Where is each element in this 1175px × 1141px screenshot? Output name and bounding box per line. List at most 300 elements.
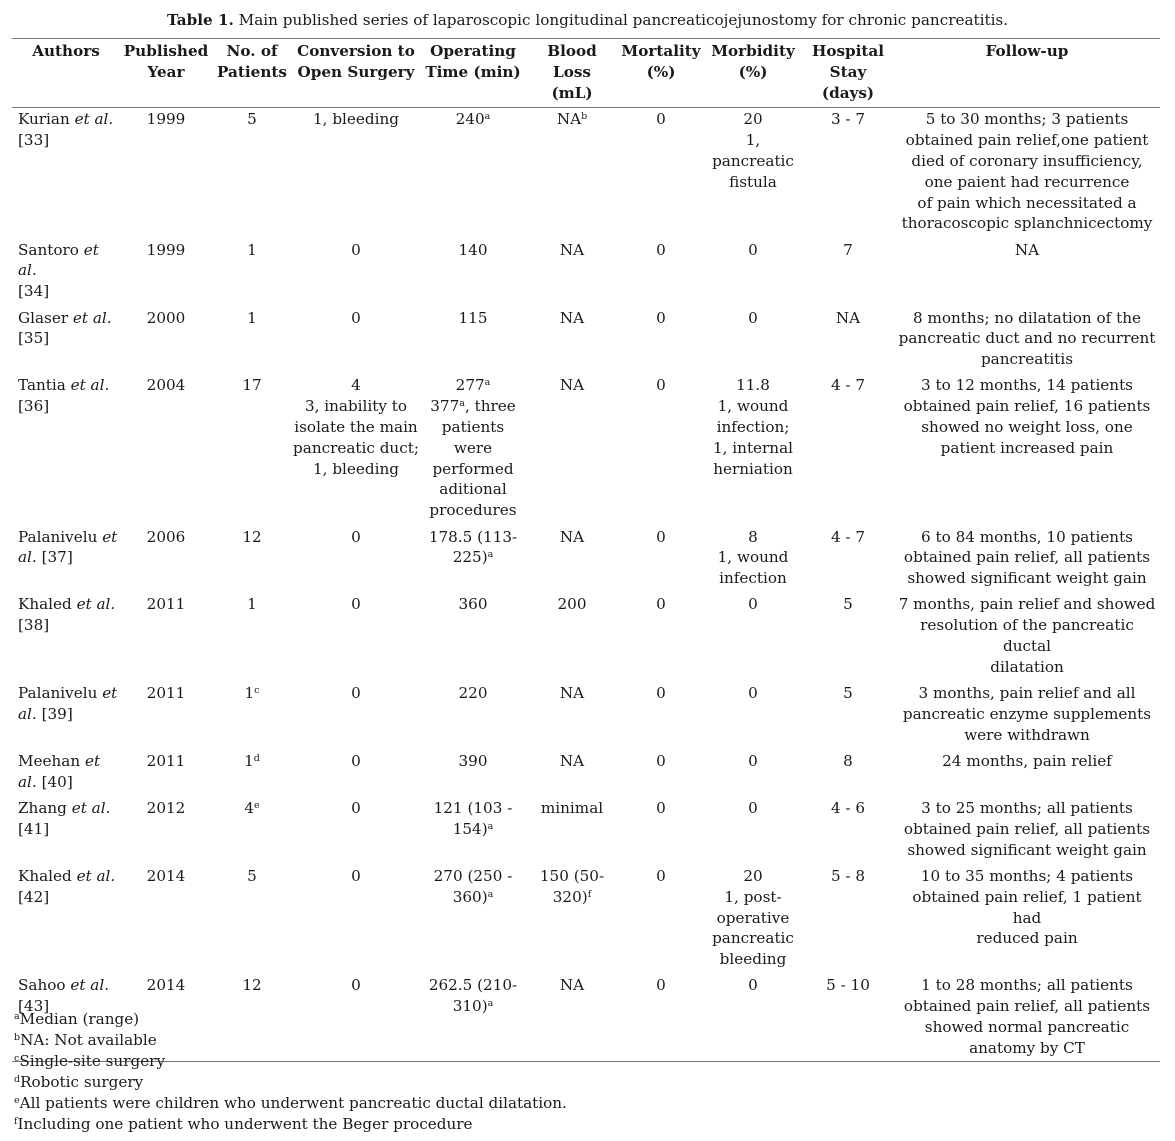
cell-conversion: [292, 683, 420, 751]
patients-value: 5: [247, 866, 257, 885]
follow-up-line: 1 to 28 months; all patients: [921, 976, 1133, 995]
cell-operating-time: [420, 798, 526, 866]
cell-authors: [12, 594, 120, 683]
op-line: patients: [441, 418, 505, 437]
cell-conversion: [292, 798, 420, 866]
table-row: [12, 683, 1160, 751]
patients-value: 4: [244, 799, 255, 818]
header-line: Stay (days): [821, 62, 875, 102]
cell-year: 1999: [146, 110, 186, 129]
cell-morbidity: [704, 375, 802, 526]
cell-mortality: 0: [656, 240, 666, 259]
cell-operating-time: [420, 240, 526, 308]
op-line: [420, 751, 526, 772]
op-line: [420, 683, 526, 704]
follow-up-line: obtained pain relief, all patients: [903, 819, 1151, 838]
cell-year: 2014: [120, 975, 212, 1061]
follow-up-line: 3 months, pain relief and all: [918, 684, 1136, 703]
blood-line: [526, 798, 618, 819]
op-value: 377: [430, 397, 460, 416]
patients-value: 12: [242, 976, 262, 995]
blood-line: [526, 887, 618, 908]
morbidity-line: 11.8: [736, 376, 770, 395]
conversion-line: 3, inability to: [304, 397, 408, 416]
header-line: Published: [123, 42, 209, 60]
table-row: [12, 375, 1160, 526]
blood-line: [526, 751, 618, 772]
blood-value: NA: [559, 976, 585, 995]
cell-morbidity: [704, 975, 802, 1061]
cell-mortality: 0: [656, 595, 666, 614]
morbidity-line: 1, post-: [724, 887, 782, 906]
op-value: 154): [452, 819, 488, 838]
author-etal: al.: [18, 548, 37, 567]
author-ref: [38]: [18, 616, 50, 635]
header-line: Morbidity: [711, 42, 795, 60]
cell-hospital-stay: 7: [843, 240, 853, 259]
cell-operating-time: [420, 866, 526, 975]
footnote: [14, 1093, 567, 1114]
op-line: [420, 109, 526, 130]
patients-value: 1: [247, 240, 257, 259]
col-header-no-of-patients: [212, 39, 292, 108]
op-value: 121 (103 -: [433, 799, 513, 818]
op-value: 360: [458, 595, 488, 614]
col-header-hospital-stay: [802, 39, 894, 108]
conversion-line: 0: [351, 595, 361, 614]
author-ref: [41]: [18, 819, 50, 838]
author-line: [18, 887, 120, 908]
author-etal: et al.: [70, 376, 110, 395]
cell-blood-loss: [526, 240, 618, 308]
morbidity-line: 20: [743, 110, 763, 129]
header-line: Hospital: [811, 42, 885, 60]
header-line: Open Surgery: [297, 62, 415, 81]
author-ref: [40]: [36, 772, 73, 791]
cell-follow-up: [894, 240, 1160, 308]
footnote-marker: a: [459, 398, 465, 410]
follow-up-line: 5 to 30 months; 3 patients: [925, 110, 1129, 129]
morbidity-line: 0: [748, 752, 758, 770]
col-header-mortality: [618, 39, 704, 108]
cell-patients: [212, 375, 292, 526]
follow-up-line: obtained pain relief, 16 patients: [903, 397, 1151, 416]
col-header-published-year: [120, 39, 212, 108]
cell-conversion: [292, 108, 420, 240]
cell-conversion: [292, 527, 420, 595]
cell-follow-up: [894, 683, 1160, 751]
morbidity-line: 1,: [745, 131, 761, 150]
cell-blood-loss: [526, 108, 618, 240]
cell-authors: [12, 108, 120, 240]
conversion-line: 0: [351, 308, 361, 327]
footnote: [14, 1030, 567, 1051]
col-header-conversion: [292, 39, 420, 108]
cell-follow-up: [894, 798, 1160, 866]
follow-up-line: 24 months, pain relief: [942, 752, 1112, 770]
footnote-text: Robotic surgery: [20, 1073, 144, 1091]
follow-up-line: 3 to 12 months, 14 patients: [921, 376, 1133, 395]
cell-year: 2014: [146, 866, 186, 885]
author-etal: et al.: [74, 110, 114, 129]
blood-value: NA: [559, 240, 585, 259]
cell-mortality: 0: [656, 684, 666, 703]
morbidity-line: infection;: [716, 418, 790, 437]
table-row: [12, 594, 1160, 683]
follow-up-line: 6 to 84 months, 10 patients: [921, 527, 1133, 546]
table-row: [12, 527, 1160, 595]
author-line: [18, 975, 120, 996]
cell-patients: [212, 240, 292, 308]
op-value: 270 (250 -: [433, 866, 513, 885]
cell-blood-loss: [526, 594, 618, 683]
cell-follow-up: [894, 594, 1160, 683]
cell-blood-loss: [526, 751, 618, 798]
cell-mortality: 0: [656, 799, 666, 818]
cell-morbidity: [704, 527, 802, 595]
author-line: [18, 396, 120, 417]
cell-morbidity: [704, 308, 802, 376]
header-line: Patients: [217, 62, 287, 81]
author-line: [18, 704, 120, 725]
follow-up-line: died of coronary insufficiency,: [911, 151, 1143, 170]
op-line: aditional: [439, 480, 507, 499]
cell-hospital-stay: 4 - 7: [830, 527, 866, 546]
morbidity-line: 0: [748, 684, 758, 703]
cell-hospital-stay: 3 - 7: [830, 110, 866, 129]
cell-conversion: [292, 866, 420, 975]
morbidity-line: 1, wound: [717, 397, 789, 416]
cell-blood-loss: [526, 308, 618, 376]
cell-year: 2000: [146, 308, 186, 327]
cell-authors: [12, 751, 120, 798]
cell-authors: [12, 527, 120, 595]
follow-up-line: showed significant weight gain: [907, 569, 1147, 588]
col-header-morbidity: [704, 39, 802, 108]
table-caption: [0, 10, 1175, 30]
blood-value: NA: [556, 110, 582, 129]
footnote-marker: c: [254, 685, 260, 697]
cell-conversion: [292, 751, 420, 798]
morbidity-line: herniation: [713, 459, 793, 478]
author-line: [18, 615, 120, 636]
footnote-marker: a: [484, 111, 491, 123]
follow-up-line: 10 to 35 months; 4 patients: [920, 866, 1134, 885]
author-line: [18, 772, 120, 793]
blood-line: [526, 683, 618, 704]
cell-year: 2011: [146, 684, 186, 703]
blood-line: [526, 240, 618, 261]
footnotes: [14, 1009, 567, 1135]
cell-hospital-stay: 4 - 6: [830, 799, 866, 818]
op-line: [420, 375, 526, 396]
follow-up-line: NA: [1014, 240, 1040, 259]
footnote-marker: d: [253, 753, 260, 764]
table-title: Main published series of laparoscopic longitudinal pancreaticojejunostomy for chronic pancreatitis.: [233, 11, 1009, 29]
author-etal: et al.: [76, 866, 116, 885]
follow-up-line: 8 months; no dilatation of the: [912, 308, 1142, 327]
cell-mortality: 0: [656, 527, 666, 546]
cell-patients: [212, 798, 292, 866]
cell-blood-loss: [526, 866, 618, 975]
conversion-line: pancreatic duct;: [293, 438, 419, 457]
cell-patients: [212, 594, 292, 683]
table-row: [12, 798, 1160, 866]
author-line: [18, 328, 120, 349]
cell-morbidity: [704, 866, 802, 975]
cell-hospital-stay: 5 - 10: [802, 975, 894, 1061]
cell-year: 2011: [146, 595, 186, 614]
author-etal: et al.: [71, 799, 111, 818]
cell-operating-time: [420, 594, 526, 683]
cell-blood-loss: [526, 683, 618, 751]
op-line: were: [453, 438, 493, 457]
header-line: Operating: [430, 42, 516, 60]
cell-patients: [212, 866, 292, 975]
op-line: procedures: [429, 501, 517, 520]
follow-up-line: 3 to 25 months; all patients: [921, 799, 1133, 818]
footnote-marker: e: [14, 1095, 20, 1106]
table-row: [12, 240, 1160, 308]
cell-blood-loss: [526, 798, 618, 866]
blood-value: NA: [559, 752, 585, 770]
cell-follow-up: [894, 751, 1160, 798]
author-line: [18, 683, 120, 704]
cell-patients: [212, 527, 292, 595]
cell-follow-up: [894, 866, 1160, 975]
follow-up-line: obtained pain relief, all patients: [903, 997, 1151, 1016]
author-line: [18, 281, 120, 302]
morbidity-line: pancreatic: [712, 929, 794, 948]
author-line: [18, 527, 120, 548]
follow-up-line: obtained pain relief, all patients: [903, 548, 1151, 567]
patients-value: 5: [247, 110, 257, 129]
footnote: [14, 1114, 567, 1135]
cell-conversion: [292, 240, 420, 308]
op-value: 390: [458, 752, 488, 770]
cell-authors: [12, 798, 120, 866]
author-line: [18, 130, 120, 151]
op-line: performed: [432, 459, 514, 478]
follow-up-line: dilatation: [990, 657, 1064, 676]
author-ref: [34]: [18, 282, 50, 301]
follow-up-line: one paient had recurrence: [924, 172, 1130, 191]
table-header: [12, 39, 1160, 108]
patients-value: 12: [242, 527, 262, 546]
follow-up-line: were withdrawn: [964, 725, 1090, 744]
op-line: [420, 547, 526, 568]
footnote-marker: f: [587, 888, 592, 900]
patients-value: 1: [247, 595, 257, 614]
op-value: 225): [452, 548, 488, 567]
author-etal: et al.: [72, 308, 112, 327]
col-header-operating-time: [420, 39, 526, 108]
conversion-line: 0: [351, 527, 361, 546]
follow-up-line: obtained pain relief,one patient: [905, 131, 1149, 150]
header-line: Blood Loss: [547, 42, 597, 81]
cell-authors: [12, 240, 120, 308]
cell-operating-time: [420, 751, 526, 798]
blood-line: [526, 375, 618, 396]
header-row: [12, 39, 1160, 108]
op-line: [420, 887, 526, 908]
author-ref: [35]: [18, 329, 50, 348]
author-name: Meehan: [18, 752, 85, 770]
author-line: [18, 547, 120, 568]
blood-value: 320): [552, 887, 588, 906]
op-value: 115: [458, 308, 488, 327]
cell-hospital-stay: 4 - 7: [830, 376, 866, 395]
op-value: 240: [455, 110, 485, 129]
author-name: Palanivelu: [18, 684, 103, 703]
author-ref: [33]: [18, 131, 50, 150]
cell-patients: [212, 308, 292, 376]
author-etal: et al.: [76, 595, 116, 614]
cell-year: 2012: [146, 799, 186, 818]
footnote-marker: f: [14, 1116, 18, 1127]
op-line: [420, 527, 526, 548]
morbidity-line: 1, internal: [712, 438, 793, 457]
author-ref: [36]: [18, 397, 50, 416]
cell-operating-time: [420, 108, 526, 240]
header-line: Conversion to: [297, 42, 415, 60]
header-line: (mL): [551, 83, 593, 102]
author-name: Sahoo: [18, 976, 71, 995]
cell-blood-loss: [526, 527, 618, 595]
conversion-line: 0: [351, 240, 361, 259]
blood-value: NA: [559, 308, 585, 327]
author-etal: et: [84, 752, 101, 770]
footnote-marker: b: [581, 111, 588, 123]
blood-line: [526, 866, 618, 887]
header-line: Year: [147, 62, 185, 81]
blood-value: 150 (50-: [539, 866, 605, 885]
footnote-marker: a: [14, 1011, 20, 1022]
op-value: 140: [458, 240, 488, 259]
op-line: [420, 975, 526, 996]
cell-authors: [12, 308, 120, 376]
author-name: Palanivelu: [18, 527, 103, 546]
conversion-line: 1, bleeding: [313, 110, 399, 129]
cell-mortality: 0: [618, 975, 704, 1061]
header-line: No. of: [226, 42, 278, 60]
patients-value: 1: [244, 752, 254, 770]
header-line: Authors: [32, 42, 100, 60]
morbidity-line: infection: [719, 569, 787, 588]
author-etal: et al.: [70, 976, 110, 995]
follow-up-line: patient increased pain: [940, 438, 1114, 457]
col-header-authors: [12, 39, 120, 108]
cell-mortality: 0: [656, 110, 666, 129]
cell-patients: [212, 108, 292, 240]
op-text: , three: [464, 397, 516, 416]
blood-line: [526, 308, 618, 329]
op-line: [420, 308, 526, 329]
author-name: Khaled: [18, 595, 77, 614]
author-line: [18, 375, 120, 396]
cell-patients: [212, 751, 292, 798]
morbidity-line: 0: [748, 240, 758, 259]
cell-mortality: 0: [656, 752, 666, 770]
op-value: 277: [455, 376, 485, 395]
cell-hospital-stay: 5: [843, 595, 853, 614]
follow-up-line: showed no weight loss, one: [921, 418, 1133, 437]
blood-line: [526, 527, 618, 548]
table-row: [12, 866, 1160, 975]
footnote: [14, 1072, 567, 1093]
author-ref: [39]: [36, 704, 73, 723]
cell-follow-up: [894, 975, 1160, 1061]
data-table: [12, 38, 1160, 1062]
table-row: [12, 308, 1160, 376]
footnote-marker: e: [254, 800, 260, 812]
morbidity-line: 20: [743, 866, 763, 885]
author-line: [18, 866, 120, 887]
cell-operating-time: [420, 527, 526, 595]
morbidity-line: 8: [748, 527, 758, 546]
footnote-marker: a: [487, 820, 494, 832]
cell-mortality: 0: [656, 866, 666, 885]
author-line: [18, 308, 120, 329]
col-header-blood-loss: [526, 39, 618, 108]
blood-line: [526, 975, 618, 996]
blood-value: 200: [557, 595, 587, 614]
author-ref: [43]: [18, 997, 50, 1016]
footnote-text: Including one patient who underwent the Beger procedure: [17, 1115, 473, 1133]
cell-year: 2011: [146, 752, 186, 770]
follow-up-line: reduced pain: [976, 929, 1078, 948]
author-name: Glaser: [18, 308, 73, 327]
author-name: Santoro: [18, 240, 84, 259]
conversion-line: 0: [351, 799, 361, 818]
author-line: [18, 240, 120, 282]
footnote: [14, 1051, 567, 1072]
author-name: Khaled: [18, 866, 77, 885]
author-ref: [42]: [18, 887, 50, 906]
follow-up-line: resolution of the pancreatic ductal: [920, 616, 1134, 656]
op-line: [420, 240, 526, 261]
header-line: Time (min): [425, 62, 521, 81]
cell-morbidity: [704, 594, 802, 683]
blood-line: [526, 594, 618, 615]
author-etal: al.: [18, 772, 37, 791]
morbidity-line: 0: [748, 976, 758, 995]
cell-conversion: [292, 308, 420, 376]
author-line: [18, 109, 120, 130]
conversion-line: 1, bleeding: [313, 459, 399, 478]
patients-value: 17: [242, 376, 262, 395]
col-header-follow-up: [894, 39, 1160, 108]
header-line: (%): [646, 62, 676, 81]
footnote-marker: a: [487, 888, 494, 900]
footnote-text: All patients were children who underwent pancreatic ductal dilatation.: [19, 1094, 567, 1112]
follow-up-line: showed normal pancreatic: [924, 1018, 1130, 1037]
cell-operating-time: [420, 683, 526, 751]
follow-up-line: obtained pain relief, 1 patient had: [912, 887, 1142, 927]
table-row: [12, 108, 1160, 240]
op-value: 310): [452, 997, 488, 1016]
conversion-line: 0: [351, 752, 361, 770]
conversion-line: 4: [351, 376, 361, 395]
cell-operating-time: [420, 308, 526, 376]
blood-value: NA: [559, 376, 585, 395]
cell-hospital-stay: 5 - 8: [830, 866, 866, 885]
author-etal: et: [102, 527, 118, 546]
cell-follow-up: [894, 308, 1160, 376]
header-line: Mortality: [621, 42, 701, 60]
cell-mortality: 0: [656, 376, 666, 395]
op-value: 220: [458, 684, 488, 703]
